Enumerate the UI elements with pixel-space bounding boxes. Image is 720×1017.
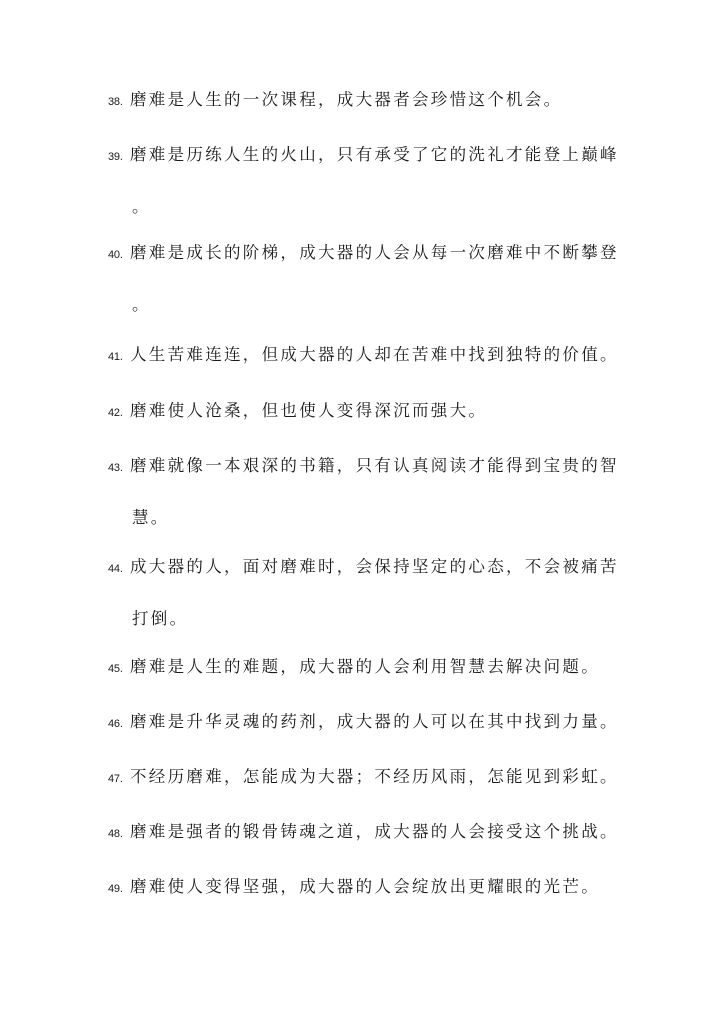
item-number: 39. — [108, 151, 123, 163]
item-text: 成大器的人，面对磨难时，会保持坚定的心态，不会被痛苦 — [130, 557, 619, 576]
item-number: 41. — [108, 351, 123, 363]
item-text-continued: 。 — [132, 197, 151, 216]
item-text-continued: 打倒。 — [132, 609, 189, 628]
item-number: 48. — [108, 828, 123, 840]
item-text: 人生苦难连连，但成大器的人却在苦难中找到独特的价值。 — [130, 345, 619, 364]
item-number: 43. — [108, 462, 123, 474]
item-number: 46. — [108, 718, 123, 730]
item-text: 磨难是升华灵魂的药剂，成大器的人可以在其中找到力量。 — [130, 712, 619, 731]
item-number: 40. — [108, 249, 123, 261]
item-number: 38. — [108, 96, 123, 108]
item-text: 磨难使人沧桑，但也使人变得深沉而强大。 — [130, 401, 488, 420]
item-text: 磨难是强者的锻骨铸魂之道，成大器的人会接受这个挑战。 — [130, 822, 619, 841]
item-text: 磨难就像一本艰深的书籍，只有认真阅读才能得到宝贵的智 — [130, 456, 619, 475]
item-text: 磨难是人生的难题，成大器的人会利用智慧去解决问题。 — [130, 657, 600, 676]
item-text: 磨难是人生的一次课程，成大器者会珍惜这个机会。 — [130, 90, 563, 109]
item-text: 不经历磨难，怎能成为大器；不经历风雨，怎能见到彩虹。 — [130, 767, 619, 786]
item-text: 磨难是成长的阶梯，成大器的人会从每一次磨难中不断攀登 — [130, 243, 619, 262]
item-text: 磨难是历练人生的火山，只有承受了它的洗礼才能登上巅峰 — [130, 145, 619, 164]
item-number: 42. — [108, 407, 123, 419]
item-text-continued: 。 — [132, 295, 151, 314]
item-text: 磨难使人变得坚强，成大器的人会绽放出更耀眼的光芒。 — [130, 877, 600, 896]
item-text-continued: 慧。 — [132, 508, 170, 527]
item-number: 45. — [108, 663, 123, 675]
item-number: 47. — [108, 773, 123, 785]
item-number: 49. — [108, 883, 123, 895]
item-number: 44. — [108, 563, 123, 575]
